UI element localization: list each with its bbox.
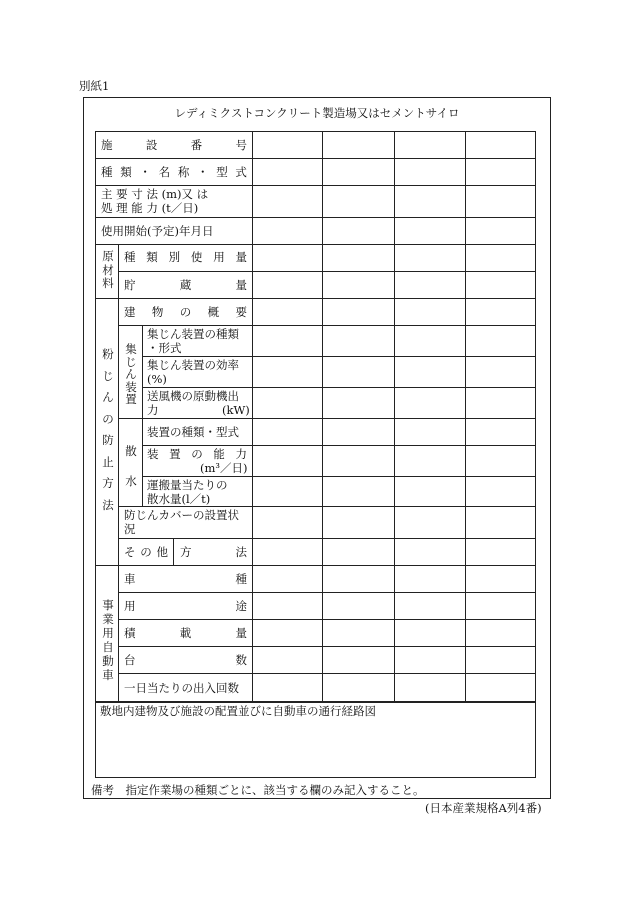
label-vehicle-load: 積 載 量: [124, 626, 247, 640]
entry-cell[interactable]: [253, 272, 321, 297]
entry-cell[interactable]: [323, 159, 393, 184]
entry-cell[interactable]: [466, 388, 535, 417]
entry-cell[interactable]: [395, 419, 464, 444]
entry-cell[interactable]: [323, 507, 393, 537]
entry-cell[interactable]: [466, 159, 535, 184]
group-label-vehicles: 事 業 用 自 動 車: [102, 598, 114, 682]
entry-cell[interactable]: [323, 218, 393, 243]
label-raw-storage: 貯 蔵 量: [124, 278, 247, 292]
entry-cell[interactable]: [395, 566, 464, 591]
form-title: レディミクストコンクリート製造場又はセメントサイロ: [174, 106, 460, 120]
entry-cell[interactable]: [323, 477, 393, 505]
paper-standard: (日本産業規格A列4番): [425, 801, 542, 815]
entry-cell[interactable]: [323, 539, 393, 564]
entry-cell[interactable]: [466, 446, 535, 475]
entry-cell[interactable]: [323, 419, 393, 444]
group-divider-dust: [118, 298, 119, 565]
entry-cell[interactable]: [466, 419, 535, 444]
label-collector-type-line1: 集じん装置の種類: [147, 327, 239, 341]
entry-cell[interactable]: [395, 539, 464, 564]
label-vehicle-type: 車 種: [124, 572, 247, 586]
entry-cell[interactable]: [395, 299, 464, 324]
entry-cell[interactable]: [323, 446, 393, 475]
entry-cell[interactable]: [395, 186, 464, 216]
entry-cell[interactable]: [253, 593, 321, 618]
entry-cell[interactable]: [466, 132, 535, 157]
entry-cell[interactable]: [395, 132, 464, 157]
entry-cell[interactable]: [395, 245, 464, 270]
entry-cell[interactable]: [253, 419, 321, 444]
label-start-date: 使用開始(予定)年月日: [101, 224, 214, 238]
entry-cell[interactable]: [466, 674, 535, 701]
label-main-dimensions-line2: 処 理 能 力 (t／日): [101, 201, 199, 215]
entry-cell[interactable]: [395, 620, 464, 645]
label-spray-type: 装置の種類・型式: [147, 425, 239, 439]
entry-cell[interactable]: [395, 218, 464, 243]
entry-cell[interactable]: [323, 132, 393, 157]
label-blower-power-line1: 送風機の原動機出: [147, 389, 239, 403]
entry-cell[interactable]: [253, 186, 321, 216]
entry-cell[interactable]: [395, 477, 464, 505]
label-layout-map: 敷地内建物及び施設の配置並びに自動車の通行経路図: [100, 704, 376, 718]
entry-cell[interactable]: [253, 446, 321, 475]
label-dust-cover-line1: 防じんカバーの設置状: [124, 508, 239, 522]
group-label-dust-prevention: 粉 じ ん の 防 止 方 法: [102, 347, 114, 512]
label-facility-number: 施 設 番 号: [101, 138, 247, 152]
label-collector-eff-line1: 集じん装置の効率: [147, 358, 239, 372]
entry-cell[interactable]: [466, 186, 535, 216]
remarks-note: 備考 指定作業場の種類ごとに、該当する欄のみ記入すること。: [91, 783, 425, 797]
entry-cell[interactable]: [323, 620, 393, 645]
label-vehicle-use: 用 途: [124, 599, 247, 613]
entry-cell[interactable]: [253, 674, 321, 701]
entry-cell[interactable]: [395, 159, 464, 184]
label-other: そ の 他: [124, 545, 168, 559]
entry-cell[interactable]: [395, 446, 464, 475]
other-divider: [173, 538, 174, 565]
label-main-dimensions-line1: 主 要 寸 法 (m)又 は: [101, 187, 209, 201]
entry-cell[interactable]: [323, 326, 393, 355]
entry-cell[interactable]: [253, 620, 321, 645]
entry-cell[interactable]: [253, 299, 321, 324]
entry-cell[interactable]: [323, 674, 393, 701]
entry-cell[interactable]: [466, 326, 535, 355]
label-vehicle-count: 台 数: [124, 653, 247, 667]
label-other-method: 方 法: [180, 545, 247, 559]
form-id: 別紙1: [79, 79, 110, 93]
entry-cell[interactable]: [395, 326, 464, 355]
entry-cell[interactable]: [323, 388, 393, 417]
label-spray-per-trip-line2: 散水量(l／t): [147, 492, 211, 506]
label-spray-capacity-line1: 装 置 の 能 力: [147, 447, 247, 461]
entry-cell[interactable]: [466, 218, 535, 243]
entry-cell[interactable]: [253, 388, 321, 417]
entry-cell[interactable]: [466, 620, 535, 645]
entry-cell[interactable]: [323, 647, 393, 672]
label-collector-eff-line2: (%): [147, 372, 167, 386]
entry-cell[interactable]: [395, 272, 464, 297]
entry-cell[interactable]: [466, 593, 535, 618]
entry-cell[interactable]: [395, 593, 464, 618]
group-label-raw-materials: 原 材 料: [102, 249, 114, 290]
label-dust-cover-line2: 況: [124, 522, 136, 536]
entry-cell[interactable]: [395, 647, 464, 672]
entry-cell[interactable]: [466, 507, 535, 537]
label-blower-power-unit: (kW): [222, 403, 250, 417]
label-daily-trips: 一日当たりの出入回数: [124, 681, 239, 695]
entry-cell[interactable]: [466, 357, 535, 386]
entry-cell[interactable]: [253, 245, 321, 270]
subgroup-label-spray: 散 水: [125, 444, 137, 488]
entry-cell[interactable]: [395, 674, 464, 701]
entry-cell[interactable]: [395, 507, 464, 537]
entry-cell[interactable]: [253, 566, 321, 591]
entry-cell[interactable]: [395, 357, 464, 386]
label-blower-power-line2a: 力: [147, 403, 159, 417]
entry-cell[interactable]: [253, 647, 321, 672]
entry-cell[interactable]: [253, 357, 321, 386]
entry-cell[interactable]: [253, 218, 321, 243]
entry-cell[interactable]: [466, 566, 535, 591]
label-raw-usage: 種 類 別 使 用 量: [124, 250, 247, 264]
entry-cell[interactable]: [253, 159, 321, 184]
entry-cell[interactable]: [395, 388, 464, 417]
subgroup-label-collector: 集 じ ん 装 置: [125, 342, 137, 406]
entry-cell[interactable]: [323, 299, 393, 324]
subgroup-divider: [142, 325, 143, 506]
entry-cell[interactable]: [253, 477, 321, 505]
entry-cell[interactable]: [466, 245, 535, 270]
entry-cell[interactable]: [253, 507, 321, 537]
entry-cell[interactable]: [323, 245, 393, 270]
entry-cell[interactable]: [323, 272, 393, 297]
entry-cell[interactable]: [466, 477, 535, 505]
entry-cell[interactable]: [323, 593, 393, 618]
entry-cell[interactable]: [466, 539, 535, 564]
entry-cell[interactable]: [466, 647, 535, 672]
entry-cell[interactable]: [323, 566, 393, 591]
entry-cell[interactable]: [323, 357, 393, 386]
label-building-overview: 建 物 の 概 要: [124, 305, 247, 319]
label-collector-type-line2: ・形式: [147, 341, 182, 355]
entry-cell[interactable]: [466, 299, 535, 324]
entry-cell[interactable]: [253, 326, 321, 355]
label-type-name-model: 種 類 ・ 名 称 ・ 型 式: [101, 165, 247, 179]
entry-cell[interactable]: [253, 539, 321, 564]
label-spray-per-trip-line1: 運搬量当たりの: [147, 478, 228, 492]
entry-cell[interactable]: [466, 272, 535, 297]
group-divider-vehicle: [118, 565, 119, 702]
label-spray-capacity-unit: (m³／日): [200, 461, 248, 475]
entry-cell[interactable]: [323, 186, 393, 216]
entry-cell[interactable]: [253, 132, 321, 157]
